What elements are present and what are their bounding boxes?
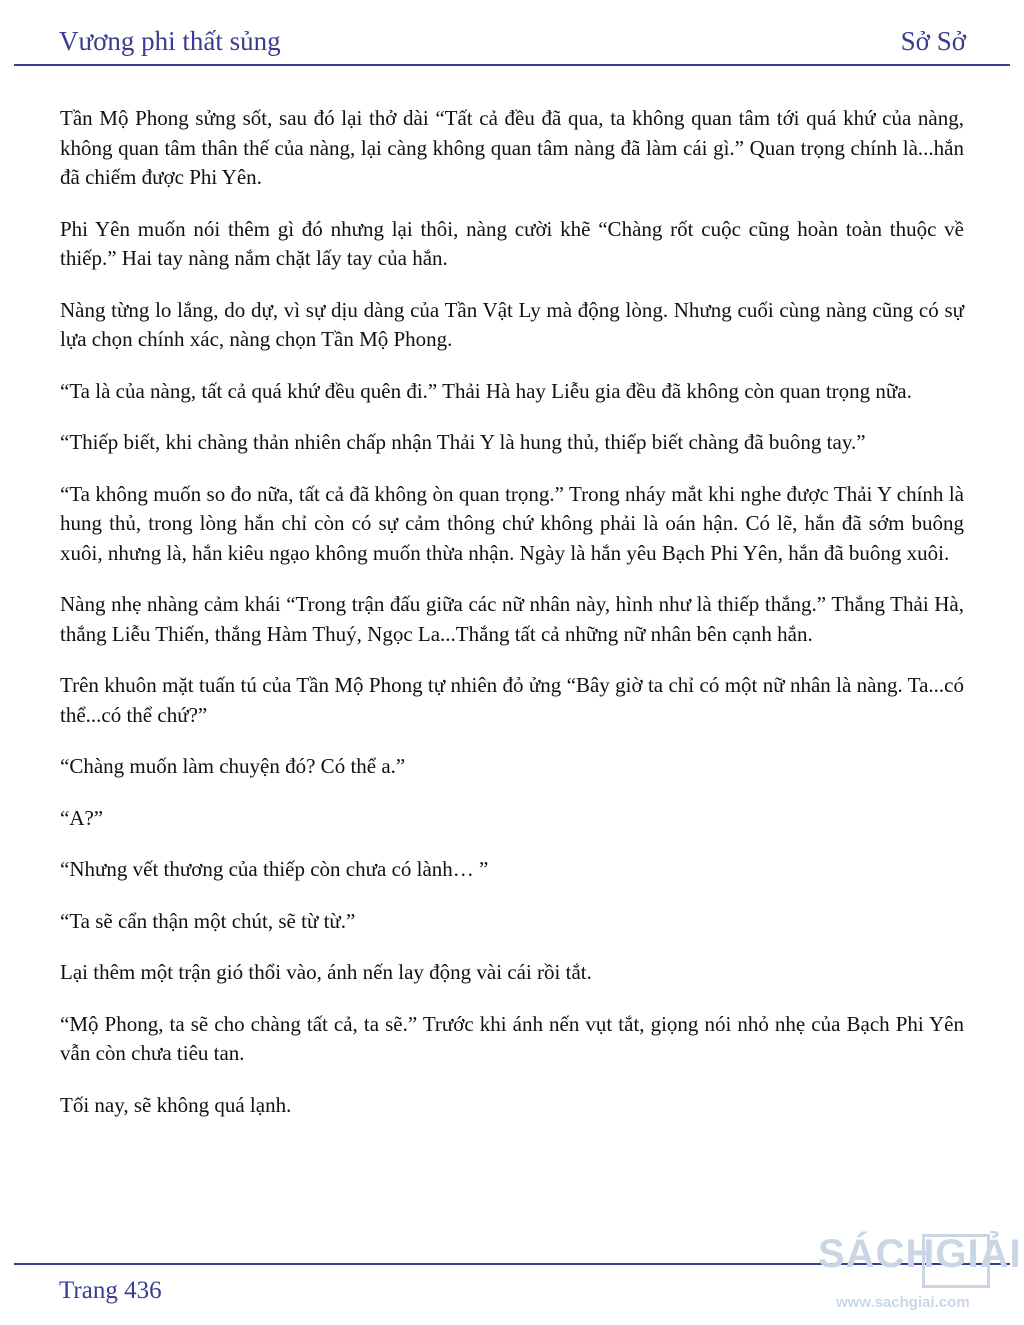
page-header [14, 24, 1010, 66]
page-content [60, 104, 964, 1142]
watermark-url: www.sachgiai.com [836, 1294, 970, 1311]
paragraph: Phi Yên muốn nói thêm gì đó nhưng lại thôi, nàng cười khẽ “Chàng rốt cuộc cũng hoàn toàn thuộc về thiếp.” Hai tay nàng nắm chặt lấy tay của hắn. [60, 216, 964, 270]
paragraph: “A?” [60, 805, 104, 830]
watermark-text: SÁCHGIẢI [818, 1232, 1022, 1276]
paragraph: “Thiếp biết, khi chàng thản nhiên chấp nhận Thải Y là hung thủ, thiếp biết chàng đã buông tay.” [60, 430, 866, 454]
watermark-logo [818, 1232, 1022, 1322]
paragraph: Nàng từng lo lắng, do dự, vì sự dịu dàng của Tần Vật Ly mà động lòng. Nhưng cuối cùng nàng cũng có sự lựa chọn chính xác, nàng chọn Tần Mộ Phong. [60, 297, 964, 351]
paragraph: Trên khuôn mặt tuấn tú của Tần Mộ Phong tự nhiên đỏ ửng “Bây giờ ta chỉ có một nữ nhân là nàng. Ta...có thể...có thể chứ?” [60, 673, 964, 727]
paragraph: “Ta không muốn so đo nữa, tất cả đã không òn quan trọng.” Trong nháy mắt khi nghe được Thải Y chính là hung thủ, trong lòng hắn chỉ còn có sự cảm thông chứ không phải là oán hận. Có lẽ, hắn đã sớm buông xuôi, nhưng là, hắn kiêu ngạo không muốn thừa nhận. Ngày là hắn yêu Bạch Phi Yên, hắn đã buông xuôi. [60, 481, 964, 565]
paragraph: Nàng nhẹ nhàng cảm khái “Trong trận đấu giữa các nữ nhân này, hình như là thiếp thắng.” Thắng Thải Hà, thắng Liễu Thiến, thắng Hàm Thuý, Ngọc La...Thắng tất cả những nữ nhân bên cạnh hắn. [60, 592, 964, 646]
paragraph: Tối nay, sẽ không quá lạnh. [60, 1092, 292, 1117]
author-name: Sở Sở [900, 26, 966, 56]
paragraph: “Ta sẽ cẩn thận một chút, sẽ từ từ.” [60, 908, 356, 933]
paragraph: “Mộ Phong, ta sẽ cho chàng tất cả, ta sẽ.” Trước khi ánh nến vụt tắt, giọng nói nhỏ nhẹ của Bạch Phi Yên vẫn còn chưa tiêu tan. [60, 1011, 964, 1065]
paragraph: “Nhưng vết thương của thiếp còn chưa có lành… ” [60, 857, 489, 881]
page-number: Trang 436 [59, 1277, 162, 1304]
book-title: Vương phi thất sủng [59, 26, 281, 56]
paragraph: “Ta là của nàng, tất cả quá khứ đều quên đi.” Thải Hà hay Liễu gia đều đã không còn quan trọng nữa. [60, 378, 912, 403]
paragraph: Lại thêm một trận gió thổi vào, ánh nến lay động vài cái rồi tắt. [60, 960, 592, 984]
paragraph: Tần Mộ Phong sửng sốt, sau đó lại thở dài “Tất cả đều đã qua, ta không quan tâm tới quá khứ của nàng, không quan tâm thân thế của nàng, lại càng không quan tâm nàng đã làm cái gì.” Quan trọng chính là...hắn đã chiếm được Phi Yên. [60, 106, 964, 189]
paragraph: “Chàng muốn làm chuyện đó? Có thể a.” [60, 754, 406, 778]
